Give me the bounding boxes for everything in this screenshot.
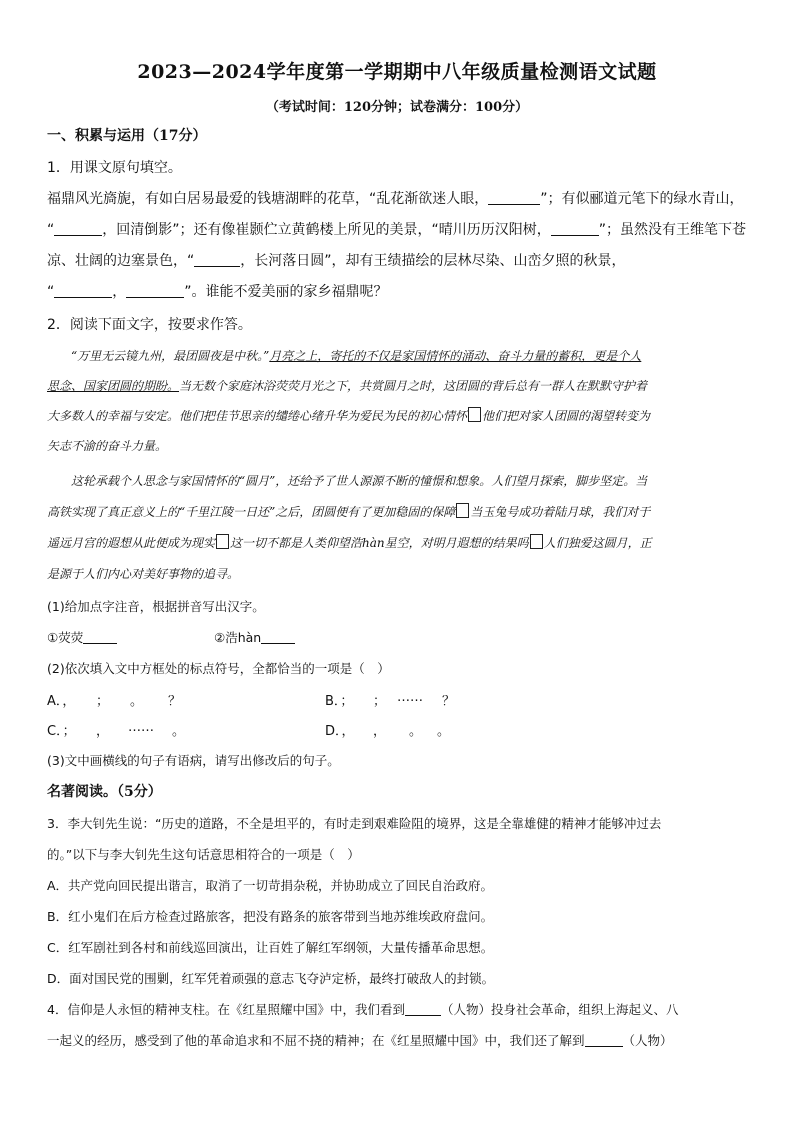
passage-line: 大多数人的幸福与安定。他们把佳节思亲的缱绻心绪升华为爱民为民的初心情怀 他们把对家人团圆的渴望转变为 [47,409,651,423]
q1-line-1: 福鼎风光旖旎，有如白居易最爱的钱塘湖畔的花草，“乱花渐欲迷人眼， ”；有似郦道元笔下的绿水青山， [47,191,744,207]
answer-blank[interactable] [488,190,540,205]
passage-line: “万里无云镜九州，最团圆夜是中秋。”月亮之上，寄托的不仅是家国情怀的涌动、奋斗力量的蓄积，更是个人 [71,349,642,363]
q4-line-1: 4．信仰是人永恒的精神支柱。在《红星照耀中国》中，我们看到 （人物）投身社会革命，组织上海起义、八 [47,1002,679,1017]
answer-blank[interactable] [551,221,599,236]
passage-line: 遥远月宫的遐想从此便成为现实 这一切不都是人类仰望浩hàn星空，对明月遐想的结果吗 人们独爱这圆月，正 [47,536,652,550]
answer-blank[interactable] [194,252,240,267]
q4-line-2: 一起义的经历，感受到了他的革命追求和不屈不挠的精神；在《红星照耀中国》中，我们还了解到 （人物） [47,1033,673,1048]
punctuation-box[interactable] [468,407,481,422]
q3-option-d[interactable]: D．面对国民党的围剿，红军凭着顽强的意志飞夺泸定桥，最终打破敌人的封锁。 [47,971,495,986]
q2-sub2: (2)依次填入文中方框处的标点符号，全都恰当的一项是（ ） [47,661,390,676]
punctuation-box[interactable] [216,534,229,549]
passage-line: 思念、国家团圆的期盼。当无数个家庭沐浴荧荧月光之下，共赏圆月之时，这团圆的背后总有一群人在默默守护着 [47,379,648,393]
exam-page: 2023—2024学年度第一学期期中八年级质量检测语文试题 （考试时间：120分钟；试卷满分：100分） 一、积累与运用（17分） 1．用课文原句填空。 福鼎风光旖旎，有如白居易最爱的钱塘湖畔的花草，“乱花渐欲迷人眼， ”；有似郦道元笔下的绿水青山， “ ，回清倒影”；还有像崔颢伫立黄鹤楼上所见的美景，“晴川历历汉阳树， ”；虽然没有王维笔下苍 凉、壮阔的边塞景色，“ ，长河落日圆”，却有王绩描绘的层林尽染、山峦夕照的秋景， “ ， ”。谁能不爱美丽的家乡福鼎呢？ 2．阅读下面文字，按要求作答。 “万里无云镜九州，最团圆夜是中秋。”月亮之上，寄托的不仅是家国情怀的涌动、奋斗力量的蓄积，更是个人 思念、国家团圆的期盼。当无数个家庭沐浴荧荧月光之下，共赏圆月之时，这团圆的背后总有一群人在默默守护着 大多数人的幸福与安定。他们把佳节思亲的缱绻心绪升华为爱民为民的初心情怀 他们把对家人团圆的渴望转变为 矢志不渝的奋斗力量。 这轮承载个人思念与家国情怀的“圆月”，还给予了世人源源不断的憧憬和想象。人们望月探索，脚步坚定。当 高铁实现了真正意义上的“千里江陵一日还”之后，团圆便有了更加稳固的保障 当玉兔号成功着陆月球，我们对于 遥远月宫的遐想从此便成为现实 这一切不都是人类仰望浩hàn星空，对明月遐想的结果吗 人们独爱这圆月，正 是源于人们内心对美好事物的追寻。 (1)给加点字注音，根据拼音写出汉字。 ①荧荧 ②浩hàn (2)依次填入文中方框处的标点符号，全都恰当的一项是（ ） A．， ； 。 ？ B．； ； …… ？ C．； ， …… 。 D．， ， 。 。 (3)文中画横线的句子有语病，请写出修改后的句子。 名著阅读。（5分） 3．李大钊先生说：“历史的道路，不全是坦平的，有时走到艰难险阻的境界，这是全靠雄健的精神才能够冲过去 的。”以下与李大钊先生这句话意思相符合的一项是（ ） A．共产党向回民提出谐言，取消了一切苛捐杂税，并协助成立了回民自治政府。 B．红小鬼们在后方检查过路旅客，把没有路条的旅客带到当地苏维埃政府盘问。 C．红军剧社到各村和前线巡回演出，让百姓了解红军纲领，大量传播革命思想。 D．面对国民党的围剿，红军凭着顽强的意志飞夺泸定桥，最终打破敌人的封锁。 4．信仰是人永恒的精神支柱。在《红星照耀中国》中，我们看到 （人物）投身社会革命，组织上海起义、八 一起义的经历，感受到了他的革命追求和不屈不挠的精神；在《红星照耀中国》中，我们还了解到 （人物） [0,0,794,1123]
section-heading-2: 名著阅读。（5分） [47,784,162,800]
q3-stem-line-1: 3．李大钊先生说：“历史的道路，不全是坦平的，有时走到艰难险阻的境界，这是全靠雄健的精神才能够冲过去 [47,816,662,831]
q2-sub3: (3)文中画横线的句子有语病，请写出修改后的句子。 [47,753,340,768]
passage-line: 这轮承载个人思念与家国情怀的“圆月”，还给予了世人源源不断的憧憬和想象。人们望月探索，脚步坚定。当 [71,474,648,488]
q3-stem-line-2: 的。”以下与李大钊先生这句话意思相符合的一项是（ ） [47,847,360,862]
q2-stem: 2．阅读下面文字，按要求作答。 [47,317,252,333]
answer-blank[interactable] [54,283,112,298]
answer-blank[interactable] [585,1032,623,1047]
page-title: 2023—2024学年度第一学期期中八年级质量检测语文试题 [137,61,657,83]
q1-stem: 1．用课文原句填空。 [47,160,182,176]
punctuation-box[interactable] [530,534,543,549]
option-c[interactable]: C．； [47,724,76,739]
q3-option-b[interactable]: B．红小鬼们在后方检查过路旅客，把没有路条的旅客带到当地苏维埃政府盘问。 [47,909,494,924]
passage-line: 是源于人们内心对美好事物的追寻。 [47,567,240,581]
option-a[interactable]: A．， [47,694,76,709]
q3-option-c[interactable]: C．红军剧社到各村和前线巡回演出，让百姓了解红军纲领，大量传播革命思想。 [47,940,494,955]
answer-blank[interactable] [54,221,102,236]
underlined-sentence: 月亮之上，寄托的不仅是家国情怀的涌动、奋斗力量的蓄积，更是个人 [269,349,642,363]
answer-blank[interactable] [126,283,184,298]
q2-sub1: (1)给加点字注音，根据拼音写出汉字。 [47,599,265,614]
q1-line-2: “ ，回清倒影”；还有像崔颢伫立黄鹤楼上所见的美景，“晴川历历汉阳树， ”；虽然没有王维笔下苍 [47,222,747,238]
option-d[interactable]: D．， [325,724,355,739]
answer-blank[interactable] [261,629,295,644]
passage-line: 矢志不渝的奋斗力量。 [47,439,168,453]
passage-line: 高铁实现了真正意义上的“千里江陵一日还”之后，团圆便有了更加稳固的保障 当玉兔号成功着陆月球，我们对于 [47,505,651,519]
punctuation-box[interactable] [456,503,469,518]
q3-option-a[interactable]: A．共产党向回民提出谐言，取消了一切苛捐杂税，并协助成立了回民自治政府。 [47,878,494,893]
option-b[interactable]: B．； [325,694,354,709]
q2-sub1-items: ②浩hàn [214,628,295,648]
answer-blank[interactable] [405,1001,441,1016]
q2-sub1-items: ①荧荧 [47,628,117,648]
underlined-sentence: 思念、国家团圆的期盼。 [47,379,180,393]
q1-line-4: “ ， ”。谁能不爱美丽的家乡福鼎呢？ [47,284,388,300]
answer-blank[interactable] [83,629,117,644]
section-heading-1: 一、积累与运用（17分） [47,128,207,144]
exam-info: （考试时间：120分钟；试卷满分：100分） [265,100,529,115]
q1-line-3: 凉、壮阔的边塞景色，“ ，长河落日圆”，却有王绩描绘的层林尽染、山峦夕照的秋景， [47,253,626,269]
